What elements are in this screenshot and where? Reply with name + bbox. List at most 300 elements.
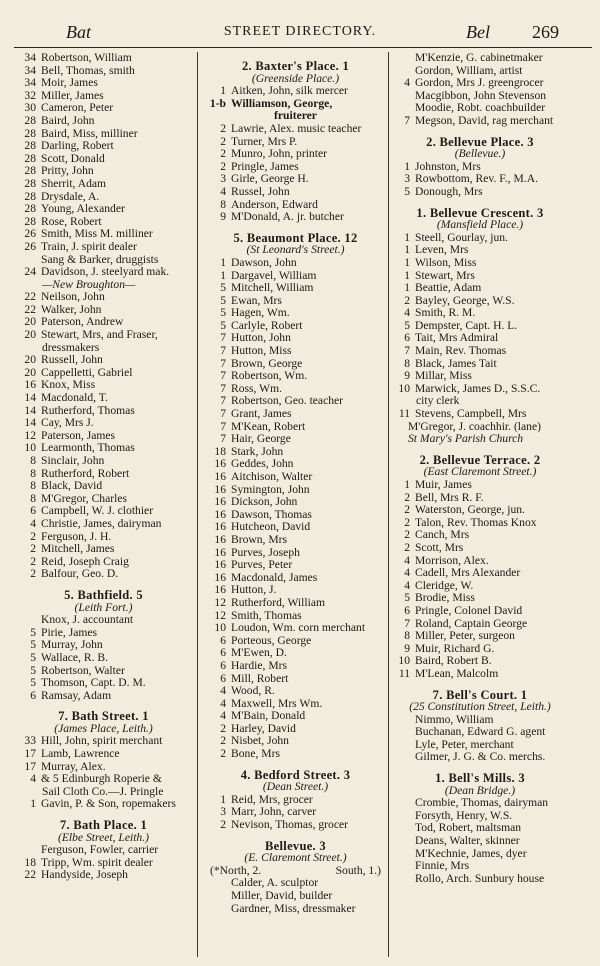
house-number: 28 xyxy=(24,214,36,228)
house-number: 18 xyxy=(214,444,226,458)
resident-name: Turner, Mrs P. xyxy=(231,135,298,148)
resident-name: Donough, Mrs xyxy=(415,185,483,198)
directory-entry xyxy=(202,748,389,761)
directory-entry xyxy=(386,668,574,681)
directory-entry xyxy=(12,354,195,367)
resident-name: Grant, James xyxy=(231,408,292,421)
directory-entry xyxy=(386,751,574,764)
directory-entry xyxy=(386,630,574,643)
directory-entry xyxy=(386,567,574,580)
house-number: 22 xyxy=(24,290,36,304)
directory-entry xyxy=(12,367,195,380)
resident-name: Robertson, William xyxy=(41,52,132,64)
directory-entry xyxy=(202,673,389,686)
directory-entry xyxy=(386,115,574,128)
directory-entry xyxy=(386,90,574,103)
house-number: 5 xyxy=(30,663,36,677)
directory-entry xyxy=(386,555,574,568)
directory-entry xyxy=(12,531,195,544)
house-number: 22 xyxy=(24,302,36,316)
resident-name: Brown, Mrs xyxy=(231,533,288,546)
resident-name: Calder, A. sculptor xyxy=(231,877,319,890)
house-number: 4 xyxy=(404,553,410,567)
resident-name: M'Ewen, D. xyxy=(231,647,287,660)
resident-name: Tait, Mrs Admiral xyxy=(415,332,499,345)
house-number: 8 xyxy=(30,479,36,493)
directory-entry xyxy=(12,518,195,531)
house-number: 7 xyxy=(220,381,226,395)
house-number: 16 xyxy=(24,378,36,392)
directory-entry xyxy=(12,191,195,204)
directory-entry xyxy=(386,244,574,257)
resident-name: Munro, John, printer xyxy=(231,148,327,161)
house-number: 8 xyxy=(30,491,36,505)
directory-entry xyxy=(202,173,389,186)
house-number xyxy=(386,739,415,752)
house-number: 5 xyxy=(404,184,410,198)
house-number: 4 xyxy=(404,306,410,320)
house-number: 20 xyxy=(24,365,36,379)
directory-entry xyxy=(202,320,389,333)
resident-name: M'Gregor, Charles xyxy=(41,492,127,505)
resident-name: Aitchison, Walter xyxy=(231,471,313,483)
resident-name: Purves, Joseph xyxy=(231,546,300,559)
house-number: 12 xyxy=(214,595,226,609)
street-heading: 7. Bell's Court. 1 xyxy=(432,687,528,702)
house-number: 16 xyxy=(214,583,226,597)
house-number: 2 xyxy=(404,293,410,307)
house-number xyxy=(386,860,415,873)
resident-name: Bayley, George, W.S. xyxy=(415,294,515,307)
directory-entry xyxy=(12,627,195,640)
street-subheading: (Greenside Place.) xyxy=(251,71,340,85)
resident-name: Dawson, Thomas xyxy=(231,508,312,521)
directory-entry xyxy=(202,408,389,421)
resident-name: Drysdale, A. xyxy=(41,190,100,203)
directory-entry xyxy=(202,819,389,832)
house-number: 14 xyxy=(24,403,36,417)
directory-entry xyxy=(202,534,389,547)
house-number: 9 xyxy=(404,369,410,383)
directory-entry xyxy=(12,556,195,569)
resident-name: Miller, David, builder xyxy=(231,890,333,902)
house-number: 28 xyxy=(24,176,36,190)
resident-name: Megson, David, rag merchant xyxy=(415,114,554,127)
resident-name: Gardner, Miss, dressmaker xyxy=(231,902,356,915)
house-number xyxy=(386,102,415,115)
resident-name: Ramsay, Adam xyxy=(41,689,112,702)
resident-name: Walker, John xyxy=(41,303,102,316)
house-number: 2 xyxy=(220,721,226,735)
directory-entry xyxy=(202,307,389,320)
resident-name: Robertson, Walter xyxy=(41,664,125,677)
house-number: 4 xyxy=(30,516,36,530)
directory-entry xyxy=(12,228,195,241)
resident-name: Aitken, John, silk mercer xyxy=(231,85,348,98)
directory-entry xyxy=(386,810,574,823)
street-heading: 1. Bell's Mills. 3 xyxy=(435,771,525,786)
directory-entry xyxy=(12,165,195,178)
house-number: 10 xyxy=(24,441,36,455)
resident-name: Canch, Mrs xyxy=(415,529,470,542)
house-number xyxy=(386,848,415,861)
house-number: 16 xyxy=(214,558,226,572)
house-number: 2 xyxy=(220,134,226,148)
resident-name: Forsyth, Henry, W.S. xyxy=(415,809,513,822)
house-number xyxy=(386,65,415,78)
directory-entry xyxy=(12,266,195,279)
directory-entry xyxy=(202,458,389,471)
directory-entry xyxy=(386,873,574,886)
house-number xyxy=(386,810,415,823)
resident-name: Geddes, John xyxy=(231,458,294,471)
house-number: 16 xyxy=(214,532,226,546)
resident-name: Porteous, George xyxy=(231,634,312,647)
resident-name: Tripp, Wm. spirit dealer xyxy=(41,856,153,869)
directory-entry xyxy=(12,291,195,304)
resident-name: Gordon, Mrs J. greengrocer xyxy=(415,77,544,90)
resident-name: Knox, Miss xyxy=(41,379,96,392)
resident-name: Sherrit, Adam xyxy=(41,177,107,190)
directory-entry xyxy=(386,270,574,283)
directory-entry xyxy=(386,797,574,810)
house-number: 5 xyxy=(404,318,410,332)
resident-name: Mitchell, James xyxy=(41,543,115,556)
directory-entry xyxy=(386,517,574,530)
house-number: 2 xyxy=(30,567,36,581)
house-number: 28 xyxy=(24,139,36,153)
directory-entry xyxy=(12,379,195,392)
house-number: 5 xyxy=(30,625,36,639)
directory-entry xyxy=(202,395,389,408)
street-subheading: (Elbe Street, Leith.) xyxy=(57,830,149,844)
resident-name: Lyle, Peter, merchant xyxy=(415,738,514,751)
house-number xyxy=(386,797,415,810)
directory-entry xyxy=(202,635,389,648)
house-number: 1 xyxy=(404,243,410,257)
resident-name: Miller, James xyxy=(41,89,104,102)
resident-name: Talon, Rev. Thomas Knox xyxy=(415,516,537,529)
house-number: 16 xyxy=(214,545,226,559)
resident-name: Millar, Miss xyxy=(415,370,472,383)
directory-entry xyxy=(12,329,195,342)
directory-entry xyxy=(12,568,195,581)
directory-entry xyxy=(386,479,574,492)
directory-entry xyxy=(202,547,389,560)
street-subheading: (James Place, Leith.) xyxy=(54,721,153,735)
directory-entry xyxy=(386,370,574,383)
resident-name: Waterston, George, jun. xyxy=(415,504,525,517)
resident-name: M'Bain, Donald xyxy=(231,710,306,723)
resident-name: Wallace, R. B. xyxy=(41,651,108,664)
directory-entry xyxy=(386,307,574,320)
directory-entry xyxy=(12,761,195,774)
resident-name: Darling, Robert xyxy=(41,140,114,153)
house-number: 28 xyxy=(24,189,36,203)
entry-continuation: dressmakers xyxy=(42,340,100,354)
house-number: 2 xyxy=(404,515,410,529)
directory-entry xyxy=(202,186,389,199)
directory-entry xyxy=(12,65,195,78)
directory-entry xyxy=(386,580,574,593)
house-number: 14 xyxy=(24,416,36,430)
resident-name: Nevison, Thomas, grocer xyxy=(231,819,348,832)
resident-name: Ferguson, J. H. xyxy=(41,530,112,543)
house-number: 4 xyxy=(220,709,226,723)
house-number xyxy=(386,835,415,848)
house-number: 2 xyxy=(220,818,226,832)
house-number: 9 xyxy=(220,210,226,224)
directory-entry xyxy=(12,153,195,166)
resident-name: Cappelletti, Gabriel xyxy=(41,366,133,379)
resident-name: Finnie, Mrs xyxy=(415,860,470,873)
house-number: 4 xyxy=(220,696,226,710)
house-number xyxy=(386,90,415,103)
house-number: 7 xyxy=(404,113,410,127)
house-number: 28 xyxy=(24,113,36,127)
house-number xyxy=(12,614,41,627)
house-number: 5 xyxy=(404,591,410,605)
directory-entry xyxy=(12,480,195,493)
house-number xyxy=(386,751,415,764)
resident-name: Knox, J. accountant xyxy=(41,614,134,627)
directory-entry xyxy=(386,173,574,186)
resident-name: Brown, George xyxy=(231,357,303,370)
directory-entry xyxy=(202,890,389,903)
house-number: 6 xyxy=(404,603,410,617)
resident-name: Stewart, Mrs xyxy=(415,269,475,282)
street-heading: Bellevue. 3 xyxy=(265,838,326,853)
entry-continuation: St Mary's Parish Church xyxy=(408,432,524,446)
house-number: 3 xyxy=(404,172,410,186)
resident-name: Murray, John xyxy=(41,639,103,652)
street-subheading: (Leith Fort.) xyxy=(74,600,133,614)
directory-entry xyxy=(202,85,389,98)
house-number: 16 xyxy=(214,495,226,509)
house-number: 1 xyxy=(404,281,410,295)
resident-name: Nisbet, John xyxy=(231,735,289,748)
resident-name: Neilson, John xyxy=(41,291,105,304)
directory-entry xyxy=(12,493,195,506)
resident-name: M'Kechnie, James, dyer xyxy=(415,847,527,860)
directory-entry xyxy=(202,211,389,224)
directory-entry xyxy=(386,65,574,78)
house-number: 33 xyxy=(24,734,36,748)
directory-entry xyxy=(202,282,389,295)
house-number: 7 xyxy=(404,616,410,630)
house-number: 1 xyxy=(220,792,226,806)
resident-name: Murray, Alex. xyxy=(41,760,106,773)
resident-name: Deans, Walter, skinner xyxy=(415,835,520,848)
house-number: 5 xyxy=(220,318,226,332)
entry-continuation: Sail Cloth Co.—J. Pringle xyxy=(42,784,164,798)
house-number: 28 xyxy=(24,164,36,178)
directory-entry xyxy=(386,186,574,199)
resident-name: Moir, James xyxy=(41,77,98,90)
resident-name: Beattie, Adam xyxy=(415,282,482,295)
street-subheading: (East Claremont Street.) xyxy=(423,465,537,479)
directory-entry xyxy=(386,383,574,396)
resident-name: Reid, Mrs, grocer xyxy=(231,793,313,806)
resident-name: Mitchell, William xyxy=(231,282,314,295)
street-heading: 2. Baxter's Place. 1 xyxy=(241,59,349,73)
house-number: 17 xyxy=(24,747,36,761)
house-number: 4 xyxy=(404,566,410,580)
directory-entry xyxy=(202,270,389,283)
page-header xyxy=(0,22,600,46)
resident-name: Rollo, Arch. Sunbury house xyxy=(415,872,545,885)
street-subheading: (St Leonard's Street.) xyxy=(246,243,345,257)
directory-entry xyxy=(12,857,195,870)
house-number xyxy=(202,877,231,890)
street-subheading: (Dean Street.) xyxy=(262,780,329,794)
resident-name: Robertson, Wm. xyxy=(231,370,308,383)
resident-name: Roland, Captain George xyxy=(415,617,528,630)
house-number: 16 xyxy=(214,457,226,471)
house-number: 28 xyxy=(24,151,36,165)
directory-entry xyxy=(12,254,195,267)
directory-entry xyxy=(12,405,195,418)
directory-entry xyxy=(202,123,389,136)
directory-entry xyxy=(12,316,195,329)
house-number: 1 xyxy=(404,478,410,491)
house-number: 3 xyxy=(220,805,226,819)
directory-entry xyxy=(386,320,574,333)
house-number: 4 xyxy=(404,76,410,90)
house-number: 2 xyxy=(220,121,226,135)
house-number: 26 xyxy=(24,239,36,253)
resident-name: Black, James Tait xyxy=(415,357,497,370)
south-side: South, 1.) xyxy=(335,863,381,877)
resident-name: Brodie, Miss xyxy=(415,592,475,605)
directory-entry xyxy=(12,216,195,229)
directory-entry xyxy=(12,128,195,141)
directory-entry xyxy=(386,257,574,270)
directory-entry xyxy=(12,77,195,90)
resident-name: M'Donald, A. jr. butcher xyxy=(231,211,344,224)
house-number: 6 xyxy=(220,646,226,660)
directory-entry xyxy=(202,257,389,270)
house-number: 8 xyxy=(30,466,36,480)
resident-name: Girle, George H. xyxy=(231,173,309,186)
resident-name: Dickson, John xyxy=(231,496,298,509)
entry-continuation: M'Gregor, J. coachhir. (lane) xyxy=(408,419,541,433)
resident-name: Rowbottom, Rev. F., M.A. xyxy=(415,173,538,186)
house-number: 16 xyxy=(214,520,226,534)
house-number: 2 xyxy=(30,529,36,543)
directory-entry xyxy=(202,877,389,890)
resident-name: Gilmer, J. G. & Co. merchs. xyxy=(415,751,546,764)
directory-entry xyxy=(12,677,195,690)
house-number: 20 xyxy=(24,328,36,342)
resident-name: Morrison, Alex. xyxy=(415,554,489,567)
resident-name: Reid, Joseph Craig xyxy=(41,555,129,568)
resident-name: Lamb, Lawrence xyxy=(41,748,120,761)
resident-name: Hagen, Wm. xyxy=(231,307,290,320)
resident-name: Stevens, Campbell, Mrs xyxy=(415,408,527,421)
directory-entry xyxy=(386,655,574,668)
house-number: 7 xyxy=(220,369,226,383)
house-number xyxy=(386,52,415,65)
resident-name: Russell, John xyxy=(41,354,103,367)
resident-name: Bell, Mrs R. F. xyxy=(415,491,484,504)
house-number: 6 xyxy=(220,658,226,672)
directory-entry xyxy=(12,748,195,761)
house-number: 6 xyxy=(30,688,36,702)
house-number: 1 xyxy=(30,797,36,811)
directory-entry xyxy=(12,430,195,443)
directory-entry xyxy=(12,639,195,652)
house-number: 16 xyxy=(214,570,226,584)
resident-name: Ferguson, Fowler, carrier xyxy=(41,844,159,857)
street-heading: 5. Beaumont Place. 12 xyxy=(233,230,358,245)
house-number: 14 xyxy=(24,391,36,405)
street-heading: 5. Bathfield. 5 xyxy=(64,587,143,602)
directory-entry xyxy=(12,468,195,481)
house-number: 10 xyxy=(214,621,226,635)
house-number: 7 xyxy=(220,344,226,358)
directory-entry xyxy=(386,77,574,90)
directory-entry xyxy=(386,739,574,752)
directory-entry xyxy=(202,295,389,308)
resident-name: & 5 Edinburgh Roperie & xyxy=(41,773,162,786)
resident-name: Ewan, Mrs xyxy=(231,294,282,307)
house-number: 28 xyxy=(24,126,36,140)
house-number: 24 xyxy=(24,265,36,279)
resident-name: Christie, James, dairyman xyxy=(41,517,162,530)
directory-entry xyxy=(386,358,574,371)
directory-entry xyxy=(386,848,574,861)
directory-entry xyxy=(12,652,195,665)
street-subheading: (Mansfield Place.) xyxy=(436,218,524,232)
street-heading: 7. Bath Street. 1 xyxy=(58,709,149,724)
directory-entry xyxy=(12,52,195,65)
directory-entry xyxy=(12,304,195,317)
street-heading: 7. Bath Place. 1 xyxy=(59,818,148,833)
directory-entry xyxy=(202,446,389,459)
resident-name: Marwick, James D., S.S.C. xyxy=(415,382,541,395)
house-number: 7 xyxy=(220,356,226,370)
directory-entry xyxy=(12,773,195,786)
house-number: 2 xyxy=(404,503,410,517)
directory-entry xyxy=(386,618,574,631)
resident-name: Gavin, P. & Son, ropemakers xyxy=(41,798,176,811)
header-rule xyxy=(14,47,592,48)
resident-name: Robertson, Geo. teacher xyxy=(231,395,344,408)
street-heading: 1. Bellevue Crescent. 3 xyxy=(416,205,544,220)
resident-name: Paterson, Andrew xyxy=(41,316,124,329)
resident-name: Scott, Donald xyxy=(41,152,105,165)
house-number: 8 xyxy=(404,356,410,370)
directory-entry xyxy=(386,822,574,835)
house-number: 4 xyxy=(404,578,410,592)
house-number: 12 xyxy=(214,608,226,622)
resident-name: Miller, Peter, surgeon xyxy=(415,630,515,643)
resident-name: Maxwell, Mrs Wm. xyxy=(231,697,323,710)
directory-entry xyxy=(386,492,574,505)
house-number: 22 xyxy=(24,868,36,882)
house-number: 2 xyxy=(30,554,36,568)
directory-entry xyxy=(202,723,389,736)
house-number: 4 xyxy=(220,184,226,198)
directory-entry xyxy=(386,714,574,727)
resident-name: Macdonald, James xyxy=(231,571,318,584)
street-heading: 2. Bellevue Terrace. 2 xyxy=(419,452,541,467)
house-number: 1 xyxy=(404,230,410,244)
house-number: 1 xyxy=(220,268,226,282)
directory-entry xyxy=(202,903,389,916)
resident-name: Carlyle, Robert xyxy=(231,319,303,332)
